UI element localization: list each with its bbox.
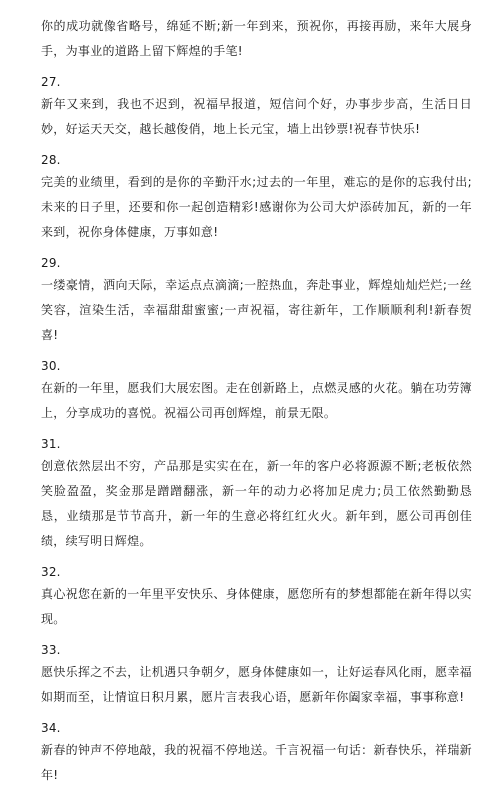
entry-text: 新春的钟声不停地敲，我的祝福不停地送。千言祝福一句话：新春快乐，祥瑞新年! [41, 743, 472, 782]
entry-number: 31. [41, 437, 61, 451]
entry-number: 33. [41, 643, 61, 657]
entry-text: 完美的业绩里，看到的是你的辛勤汗水;过去的一年里，难忘的是你的忘我付出;未来的日子里，还要和你一起创造精彩!感谢你为公司大炉添砖加瓦，新的一年来到，祝你身体健康，万事如意! [41, 175, 472, 239]
entry-text: 在新的一年里，愿我们大展宏图。走在创新路上，点燃灵感的火花。躺在功劳簿上，分享成功的喜悦。祝福公司再创辉煌，前景无限。 [41, 381, 472, 420]
intro-paragraph: 你的成功就像省略号，绵延不断;新一年到来，预祝你，再接再励，来年大展身手，为事业的道路上留下辉煌的手笔! [41, 19, 472, 58]
entry-number: 34. [41, 721, 61, 735]
entry-34 [41, 720, 472, 788]
entry-number: 28. [41, 153, 61, 167]
entry-number: 32. [41, 565, 61, 579]
spacer [41, 142, 472, 152]
entry-29 [41, 255, 472, 348]
entry-28 [41, 152, 472, 245]
entry-30 [41, 358, 472, 426]
entry-31 [41, 436, 472, 554]
spacer [41, 554, 472, 564]
entry-text: 愿快乐挥之不去，让机遇只争朝夕，愿身体健康如一，让好运春风化雨，愿幸福如期而至，让情谊日积月累，愿片言表我心语，愿新年你阖家幸福，事事称意! [41, 665, 472, 704]
spacer [41, 426, 472, 436]
spacer [41, 710, 472, 720]
entry-27 [41, 74, 472, 142]
spacer [41, 64, 472, 74]
spacer [41, 245, 472, 255]
entry-33 [41, 642, 472, 710]
entry-text: 真心祝您在新的一年里平安快乐、身体健康，愿您所有的梦想都能在新年得以实现。 [41, 587, 472, 626]
entry-number: 30. [41, 359, 61, 373]
entry-text: 新年又来到，我也不迟到，祝福早报道，短信问个好，办事步步高，生活日日妙，好运天天交，越长越俊俏，地上长元宝，墙上出钞票!祝春节快乐! [41, 97, 472, 136]
entry-text: 创意依然层出不穷，产品那是实实在在，新一年的客户必将源源不断;老板依然笑脸盈盈，奖金那是蹭蹭翻涨，新一年的动力必将加足虎力;员工依然勤勤恳恳，业绩那是节节高升，新一年的生意必将红红火火。新年到，愿公司再创佳绩，续写明日辉煌。 [41, 459, 472, 548]
entry-number: 29. [41, 256, 61, 270]
entry-32 [41, 564, 472, 632]
spacer [41, 348, 472, 358]
entry-text: 一缕豪情，洒向天际，幸运点点滴滴;一腔热血，奔赴事业，辉煌灿灿烂烂;一丝笑容，渲染生活，幸福甜甜蜜蜜;一声祝福，寄往新年，工作顺顺利利!新春贺喜! [41, 278, 472, 342]
spacer [41, 632, 472, 642]
entry-number: 27. [41, 75, 61, 89]
